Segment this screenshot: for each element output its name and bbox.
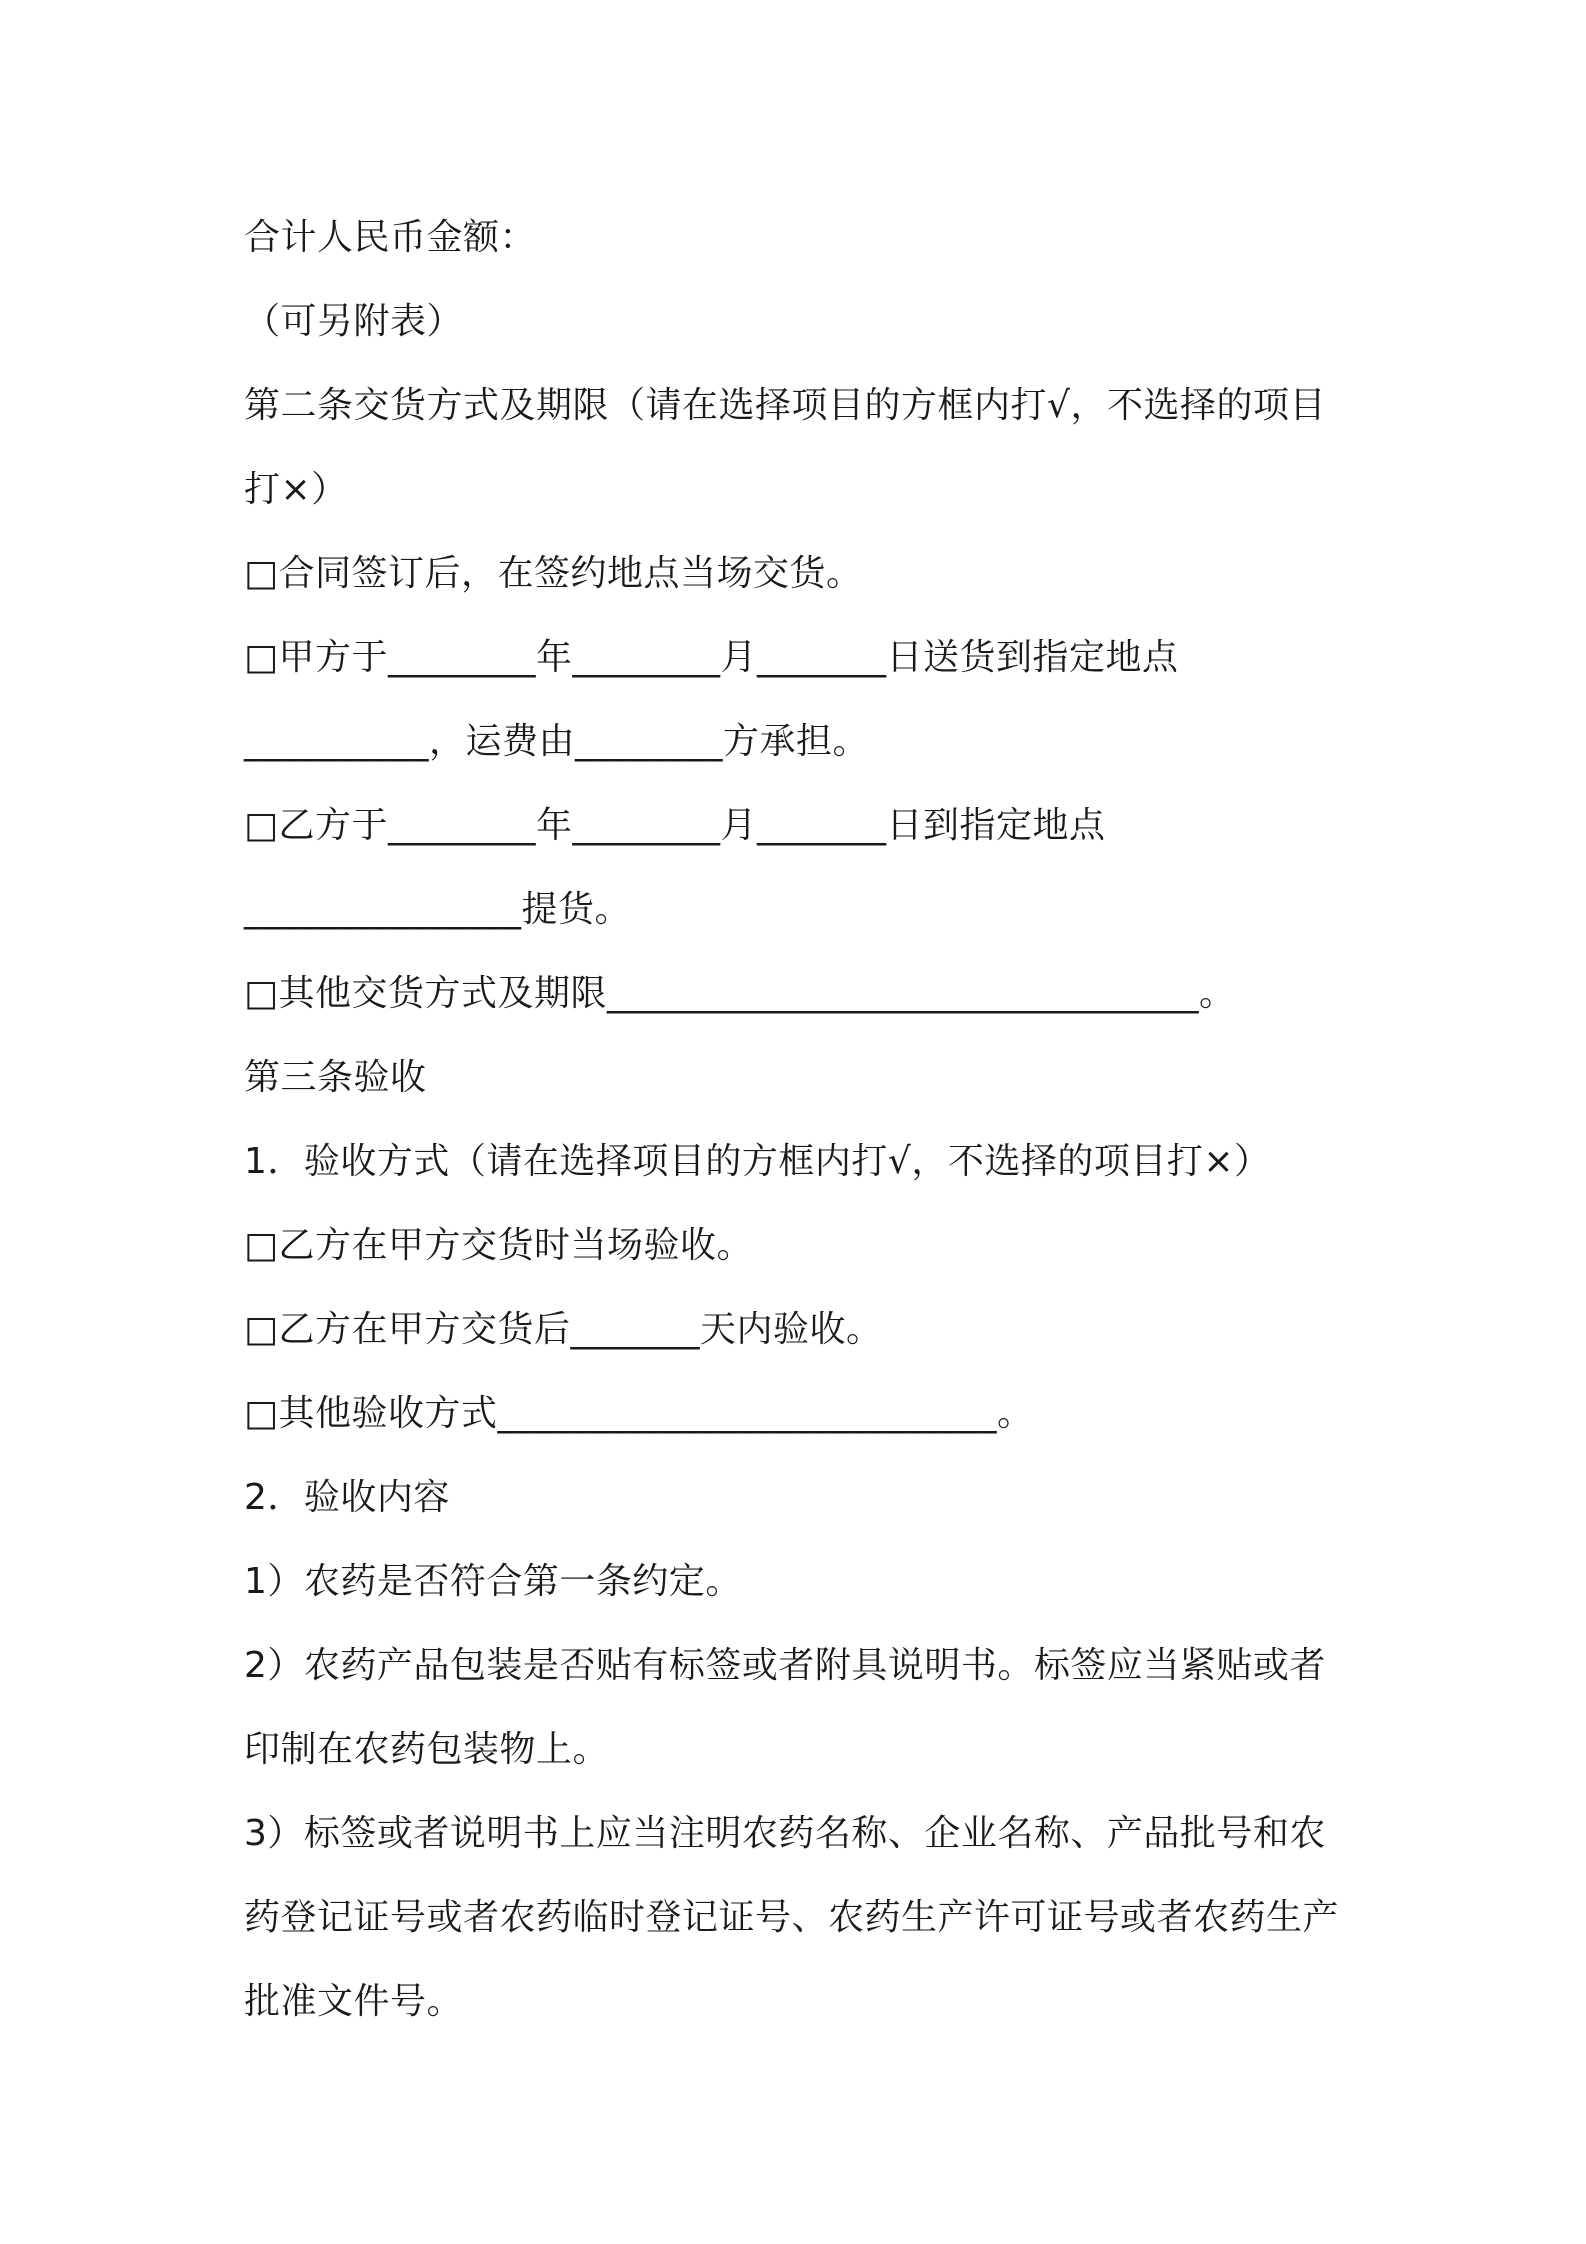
delivery-option-onsite: □合同签订后，在签约地点当场交货。	[244, 553, 863, 594]
inspection-item-2-cont: 印制在农药包装物上。	[244, 1729, 610, 1770]
article-2-heading: 第二条交货方式及期限（请在选择项目的方框内打√，不选择的项目	[244, 385, 1326, 426]
delivery-option-party-b-cont: _______________提货。	[244, 889, 632, 930]
attach-table-note: （可另附表）	[244, 301, 464, 342]
document-body	[244, 196, 1364, 2044]
delivery-option-party-a-cont: __________，运费由________方承担。	[244, 721, 870, 762]
inspection-item-3-cont: 药登记证号或者农药临时登记证号、农药生产许可证号或者农药生产	[244, 1897, 1340, 1938]
total-amount-label: 合计人民币金额：	[244, 217, 537, 258]
inspection-content-heading: 2．验收内容	[244, 1477, 450, 1518]
inspection-item-3: 3）标签或者说明书上应当注明农药名称、企业名称、产品批号和农	[244, 1813, 1326, 1854]
inspection-option-other: □其他验收方式___________________________。	[244, 1393, 1034, 1434]
article-3-heading: 第三条验收	[244, 1057, 427, 1098]
inspection-item-2: 2）农药产品包装是否贴有标签或者附具说明书。标签应当紧贴或者	[244, 1645, 1326, 1686]
inspection-option-days: □乙方在甲方交货后_______天内验收。	[244, 1309, 883, 1350]
inspection-item-1: 1）农药是否符合第一条约定。	[244, 1561, 742, 1602]
inspection-option-onsite: □乙方在甲方交货时当场验收。	[244, 1225, 754, 1266]
inspection-item-3-cont-2: 批准文件号。	[244, 1981, 464, 2022]
delivery-option-party-a: □甲方于________年________月_______日送货到指定地点	[244, 637, 1179, 678]
delivery-option-party-b: □乙方于________年________月_______日到指定地点	[244, 805, 1106, 846]
article-2-heading-cont: 打×）	[244, 469, 348, 510]
inspection-method-heading: 1．验收方式（请在选择项目的方框内打√，不选择的项目打×）	[244, 1141, 1271, 1182]
delivery-option-other: □其他交货方式及期限________________________________。	[244, 973, 1236, 1014]
